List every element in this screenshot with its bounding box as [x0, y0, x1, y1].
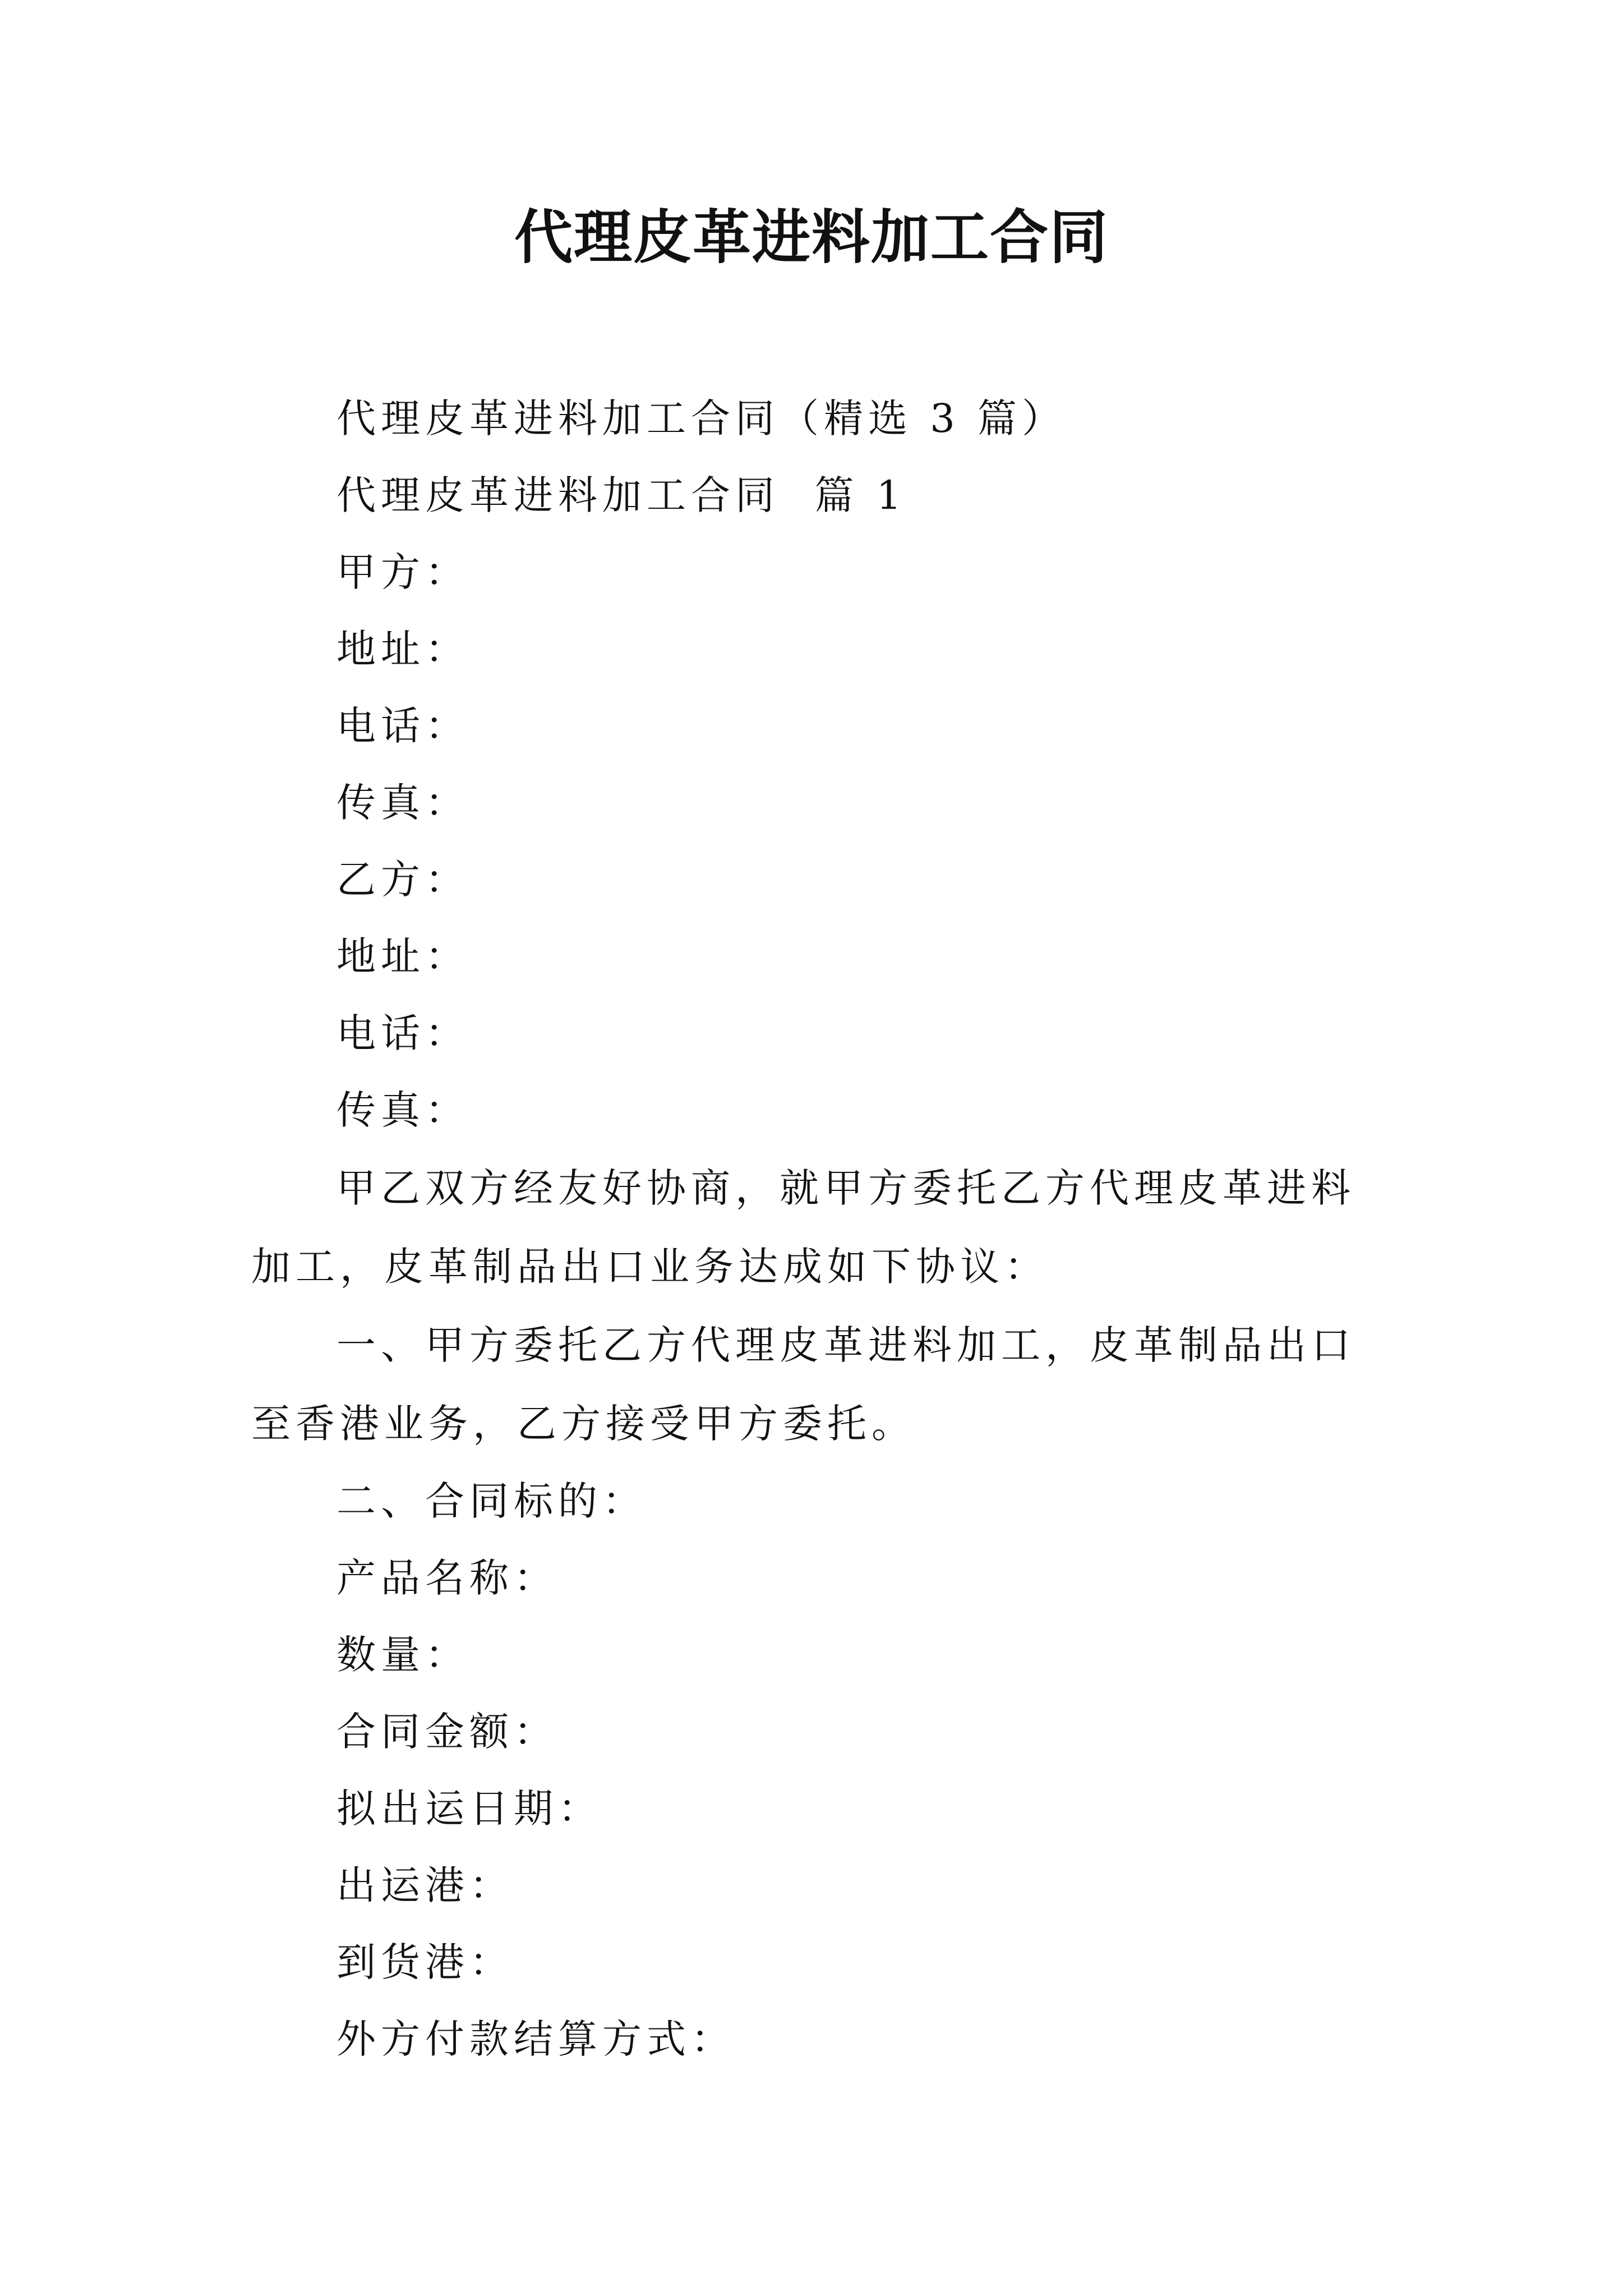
party-a-name-field: 甲方： — [336, 549, 469, 595]
clause-1-paragraph: 一、甲方委托乙方代理皮革进料加工，皮革制品出口至香港业务，乙方接受甲方委托。 — [251, 1322, 1355, 1447]
party-b-name-field: 乙方： — [336, 857, 469, 903]
party-b-fax-field: 传真： — [336, 1087, 469, 1133]
payment-settlement-field: 外方付款结算方式： — [336, 2016, 735, 2062]
party-a-fax-field: 传真： — [336, 780, 469, 826]
document-body — [251, 380, 1391, 2078]
document-subtitle: 代理皮革进料加工合同（精选 3 篇） — [336, 395, 1067, 441]
product-name-field: 产品名称： — [336, 1555, 558, 1601]
section-heading: 代理皮革进料加工合同 篇 1 — [336, 472, 907, 518]
document-title: 代理皮革进料加工合同 — [514, 203, 1109, 272]
party-b-phone-field: 电话： — [336, 1010, 469, 1056]
party-a-address-field: 地址： — [336, 626, 469, 672]
port-of-loading-field: 出运港： — [336, 1862, 514, 1908]
contract-amount-field: 合同金额： — [336, 1709, 558, 1755]
clause-2-heading: 二、合同标的： — [336, 1478, 647, 1524]
planned-shipment-date-field: 拟出运日期： — [336, 1786, 602, 1832]
party-a-phone-field: 电话： — [336, 703, 469, 749]
preamble-paragraph: 甲乙双方经友好协商，就甲方委托乙方代理皮革进料加工，皮革制品出口业务达成如下协议： — [251, 1165, 1355, 1290]
port-of-destination-field: 到货港： — [336, 1939, 514, 1985]
quantity-field: 数量： — [336, 1632, 469, 1678]
party-b-address-field: 地址： — [336, 933, 469, 979]
